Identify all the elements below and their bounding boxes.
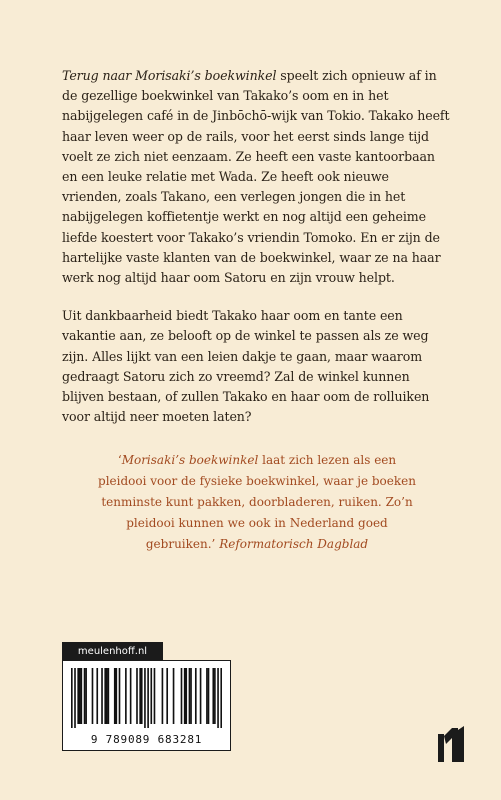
- barcode-bar: [84, 668, 86, 724]
- barcode-bar: [125, 668, 127, 724]
- barcode-bar: [212, 668, 214, 724]
- barcode-bar: [71, 668, 73, 728]
- barcode-bar: [74, 668, 76, 728]
- quote-open-mark: ‘: [117, 453, 122, 467]
- barcode-bar: [81, 668, 83, 724]
- barcode-bar: [154, 668, 156, 724]
- barcode-bar: [190, 668, 192, 724]
- barcode-bar: [119, 668, 121, 724]
- barcode-bar: [116, 668, 118, 724]
- barcode-bar: [144, 668, 146, 728]
- blurb-paragraph-1: [62, 66, 450, 288]
- barcode-bar: [214, 668, 216, 724]
- meulenhoff-m-logo-icon: [436, 724, 466, 764]
- barcode-bar: [189, 668, 191, 724]
- ean-number: 9 789089 683281: [90, 733, 203, 746]
- barcode-bar: [85, 668, 87, 724]
- barcode-bar: [220, 668, 222, 728]
- barcode-bar: [173, 668, 175, 724]
- barcode-bar: [141, 668, 143, 724]
- barcode-bar: [79, 668, 81, 724]
- blurb-paragraph-1-text: speelt zich opnieuw af in de gezellige boekwinkel van Takako’s oom en in het nabijgelegen café in de Jinbōchō-wijk van Tokio. Takako heeft haar leven weer op de rails, voor het eerst sinds lange tijd voelt ze zich niet eenzaam. Ze heeft een vaste kantoorbaan en een leuke relatie met Wada. Ze heeft ook nieuwe vrienden, zoals Takano, een verlegen jongen die in het nabijgelegen koffietentje werkt en nog altijd een geheime liefde koestert voor Takako’s vriendin Tomoko. En er zijn de hartelijke vaste klanten van de boekwinkel, waar ze na haar werk nog altijd haar oom Satoru en zijn vrouw helpt.: [62, 68, 450, 286]
- barcode-bar: [101, 668, 103, 724]
- barcode-bar: [104, 668, 106, 724]
- publisher-url: meulenhoff.nl: [62, 642, 163, 660]
- barcode-bar: [106, 668, 108, 724]
- barcode: [71, 668, 222, 728]
- blurb-text: [62, 66, 450, 445]
- barcode-bar: [208, 668, 210, 724]
- barcode-bar: [206, 668, 208, 724]
- barcode-bar: [184, 668, 186, 724]
- book-title: Terug naar Morisaki’s boekwinkel: [62, 68, 277, 83]
- quote-book-title: Morisaki’s boekwinkel: [121, 453, 259, 467]
- barcode-bar: [195, 668, 197, 724]
- barcode-bar: [130, 668, 132, 724]
- barcode-bar: [166, 668, 168, 724]
- barcode-bar: [181, 668, 183, 724]
- barcode-bar: [92, 668, 94, 724]
- barcode-bar: [150, 668, 152, 724]
- barcode-box: [62, 660, 231, 751]
- quote-source: Reformatorisch Dagblad: [219, 537, 369, 551]
- barcode-bar: [200, 668, 202, 724]
- barcode-bar: [77, 668, 79, 724]
- barcode-bar: [147, 668, 149, 728]
- barcode-bar: [96, 668, 98, 724]
- barcode-bar: [139, 668, 141, 724]
- barcode-bar: [114, 668, 116, 724]
- review-quote: [92, 450, 422, 555]
- barcode-bar: [108, 668, 110, 724]
- quote-text: laat zich lezen als een pleidooi voor de fysieke boekwinkel, waar je boeken tenminste kunt pakken, doorbladeren, ruiken. Zo’n pleidooi kunnen we ook in Nederland goed gebruiken.’: [98, 453, 416, 551]
- barcode-bar: [185, 668, 187, 724]
- barcode-bar: [217, 668, 219, 728]
- barcode-bar: [136, 668, 138, 724]
- blurb-paragraph-2: Uit dankbaarheid biedt Takako haar oom en tante een vakantie aan, ze belooft op de winkel te passen als ze weg zijn. Alles lijkt van een leien dakje te gaan, maar waarom gedraagt Satoru zich zo vreemd? Zal de winkel kunnen blijven bestaan, of zullen Takako en haar oom de rolluiken voor altijd neer moeten laten?: [62, 308, 430, 425]
- barcode-bar: [162, 668, 164, 724]
